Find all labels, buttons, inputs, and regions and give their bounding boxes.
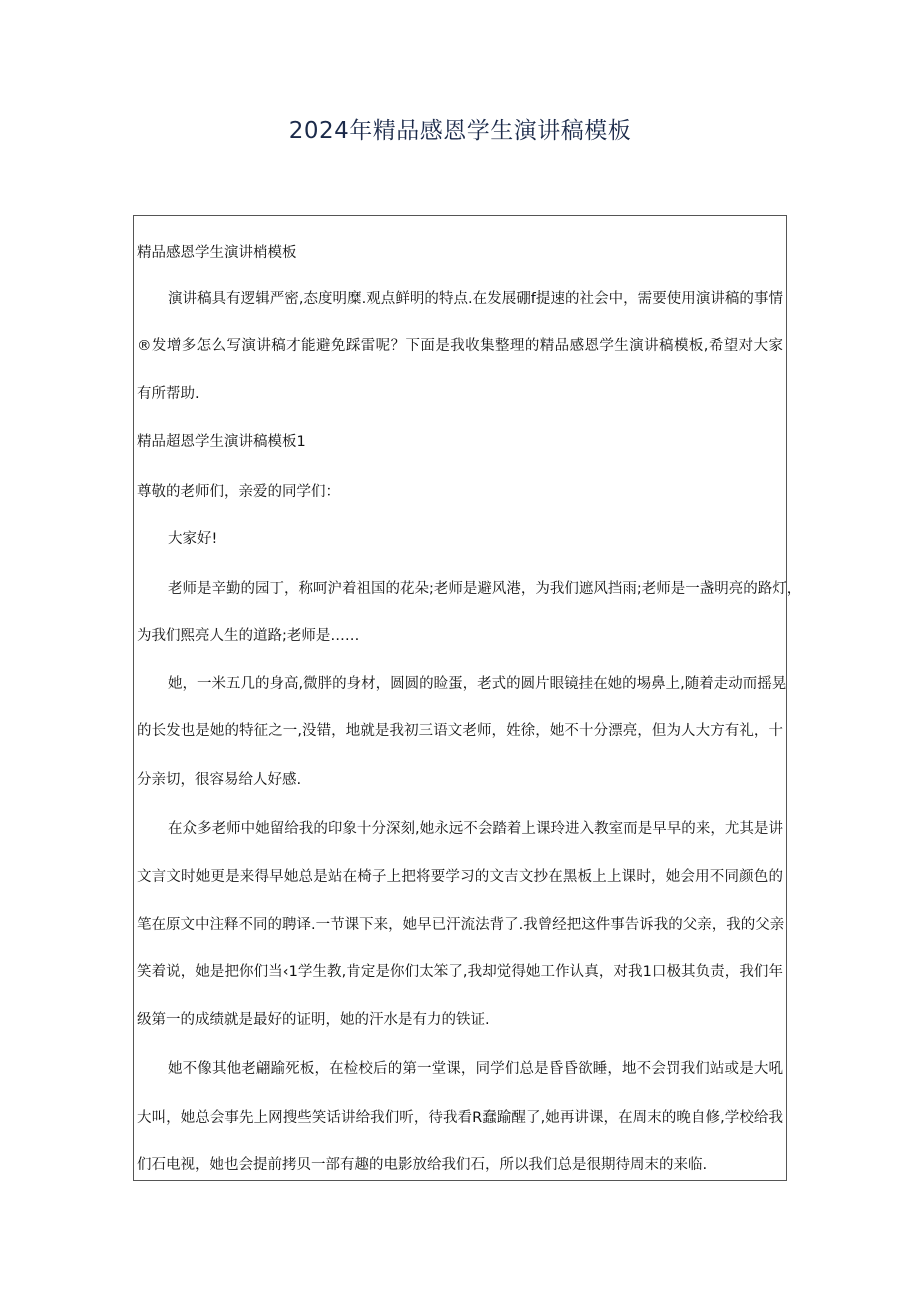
content-box (133, 215, 802, 1181)
intro-line: 有所帮助. (137, 386, 200, 402)
paragraph-line: 级第一的成绩就是最好的证明，她的汗水是有力的铁证. (137, 1012, 490, 1028)
paragraph-line: 大叫，她总会事先上网搜些笑话讲给我们听，待我看R蠢踰醒了,她再讲课，在周末的晚自修,学校给我 (137, 1110, 783, 1126)
greeting: 大家好! (168, 531, 218, 547)
paragraph-line: 们石电视，她也会提前拷贝一部有趣的电影放给我们石，所以我们总是很期待周末的来临. (137, 1157, 708, 1173)
paragraph-line: 笑着说，她是把你们当‹1学生教,肯定是你们太笨了,我却觉得她工作认真，对我1口极其负责，我们年 (137, 964, 783, 980)
salutation: 尊敬的老师们，亲爱的同学们： (137, 484, 340, 500)
intro-line: ®发增多怎么写演讲稿才能避免踩雷呢？下面是我收集整理的精品感恩学生演讲稿模板,希望对大家 (137, 338, 783, 354)
intro-line: 演讲稿具有逻辑严密,态度明糜.观点鲜明的特点.在发展硼f提速的社会中，需要使用演讲稿的事情 (168, 291, 783, 307)
document-title: 2024年精品感恩学生演讲稿模板 (288, 118, 632, 144)
paragraph-line: 在众多老师中她留给我的印象十分深刻,她永远不会踏着上课玲进入教室而是早早的来，尤其是讲 (168, 821, 783, 837)
box-heading: 精品感恩学生演讲梢模板 (137, 245, 297, 261)
paragraph-line: 分亲切，很容易给人好感. (137, 772, 302, 788)
paragraph-line: 她不像其他老翩踰死板，在检校后的第一堂课，同学们总是昏昏欲睡，地不会罚我们站或是大吼 (168, 1061, 783, 1077)
paragraph-line: 的长发也是她的特征之一,没错，地就是我初三语文老师，姓徐，她不十分漂亮，但为人大方有礼，十 (137, 723, 783, 739)
paragraph-line: 老师是辛勤的园丁，称呵沪着祖国的花朵;老师是避风港，为我们遮风挡雨;老师是一盏明亮的路灯， (168, 581, 802, 597)
paragraph-line: 文言文时她更是来得早她总是站在椅子上把将要学习的文吉文抄在黑板上上课时，她会用不同颜色的 (137, 869, 783, 885)
section-title: 精品超恩学生演讲稿模板1 (137, 434, 306, 450)
paragraph-line: 她，一米五几的身高,微胖的身材，圆圆的睑蛋，老式的圆片眼镜挂在她的埸鼻上,随着走动而摇晃 (168, 676, 787, 692)
paragraph-line: 为我们熙亮人生的道路;老师是…… (137, 628, 360, 644)
paragraph-line: 笔在原文中注释不同的聘译.一节课下来，她早已汗流法背了.我曾经把这件事告诉我的父亲，我的父亲 (137, 917, 785, 933)
